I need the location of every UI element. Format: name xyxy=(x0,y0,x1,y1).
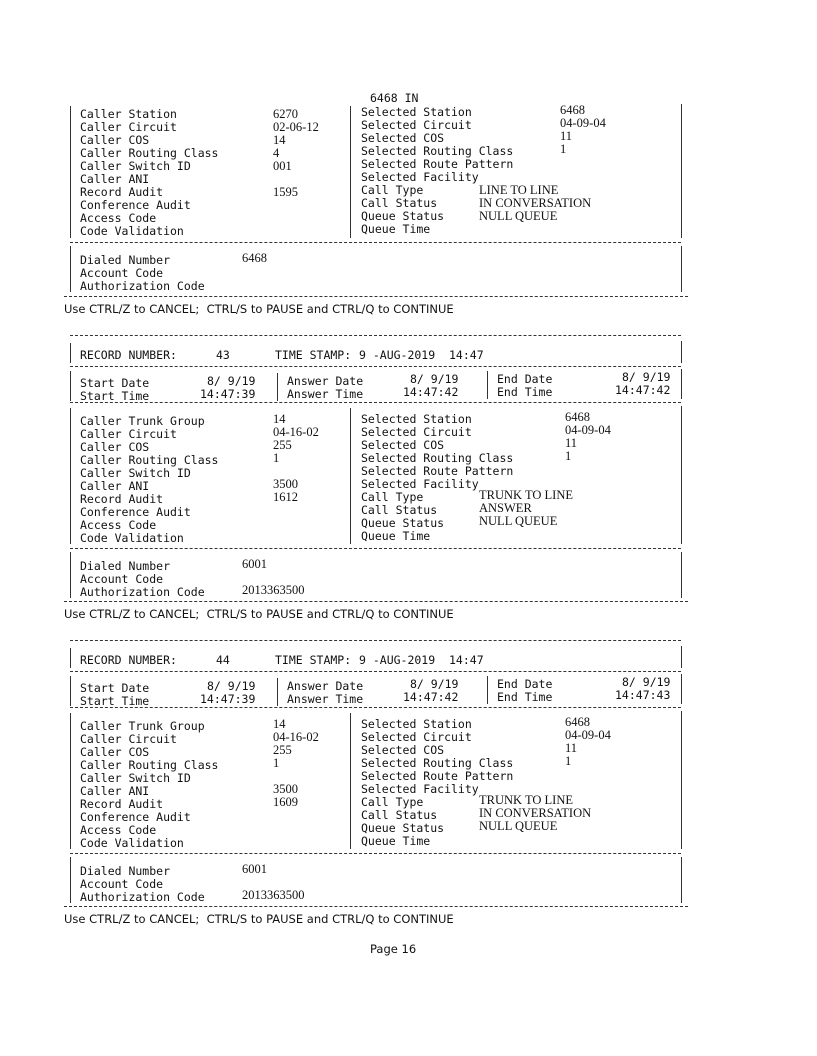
start-time-label: Start Time xyxy=(80,389,150,403)
caller-label: Caller Switch ID xyxy=(80,466,191,480)
caller-value: 04-16-02 xyxy=(273,730,319,744)
selected-label: Call Status xyxy=(361,503,438,517)
left-border xyxy=(70,371,71,401)
selected-label: Queue Status xyxy=(361,516,445,530)
selected-value: LINE TO LINE xyxy=(479,183,559,197)
selected-label: Call Type xyxy=(361,490,424,504)
caller-value: 1595 xyxy=(273,185,298,199)
start-time-value: 14:47:39 xyxy=(200,387,256,401)
selected-label: Queue Time xyxy=(361,222,431,236)
caller-label: Code Validation xyxy=(80,224,184,238)
start-date-value: 8/ 9/19 xyxy=(207,679,256,693)
column-divider xyxy=(487,676,488,704)
caller-label: Record Audit xyxy=(80,797,164,811)
caller-label: Code Validation xyxy=(80,531,184,545)
selected-label: Selected Routing Class xyxy=(361,144,514,158)
caller-label: Caller Circuit xyxy=(80,732,177,746)
section-divider xyxy=(70,366,681,367)
dialed-number-label: Dialed Number xyxy=(80,559,171,573)
selected-value: 1 xyxy=(560,142,567,156)
left-border xyxy=(70,343,71,363)
record-top-divider xyxy=(70,640,681,641)
right-border xyxy=(681,246,682,292)
caller-label: Code Validation xyxy=(80,836,184,850)
caller-value: 1612 xyxy=(273,490,298,504)
time-stamp-value: 9 -AUG-2019 14:47 xyxy=(359,348,484,362)
time-stamp-value: 9 -AUG-2019 14:47 xyxy=(359,653,484,667)
caller-label: Conference Audit xyxy=(80,810,191,824)
left-border xyxy=(70,857,71,903)
selected-value: 1 xyxy=(565,754,572,768)
caller-value: 3500 xyxy=(273,477,298,491)
column-divider xyxy=(350,408,351,544)
answer-date-value: 8/ 9/19 xyxy=(410,372,459,386)
selected-label: Selected Facility xyxy=(361,782,479,796)
left-border xyxy=(70,713,71,849)
start-date-label: Start Date xyxy=(80,376,150,390)
right-border xyxy=(681,646,682,668)
caller-label: Caller Routing Class xyxy=(80,758,219,772)
right-border xyxy=(681,406,682,544)
selected-label: Selected Station xyxy=(361,105,472,119)
caller-label: Caller COS xyxy=(80,440,150,454)
left-border xyxy=(70,676,71,706)
selected-label: Queue Status xyxy=(361,821,445,835)
column-divider xyxy=(277,373,278,401)
left-border xyxy=(70,246,71,292)
dialed-number-label: Dialed Number xyxy=(80,864,171,878)
answer-date-label: Answer Date xyxy=(287,679,364,693)
end-date-label: End Date xyxy=(497,677,553,691)
caller-label: Caller Switch ID xyxy=(80,159,191,173)
caller-value: 14 xyxy=(273,412,286,426)
record-number-label: RECORD NUMBER: xyxy=(80,348,177,362)
caller-value: 04-16-02 xyxy=(273,425,319,439)
right-border xyxy=(681,552,682,598)
caller-value: 001 xyxy=(273,159,292,173)
selected-label: Selected COS xyxy=(361,743,445,757)
dialed-number-value: 6468 xyxy=(242,251,267,265)
section-divider xyxy=(70,548,681,549)
end-time-label: End Time xyxy=(497,385,553,399)
authorization-code-label: Authorization Code xyxy=(80,890,205,904)
start-date-label: Start Date xyxy=(80,681,150,695)
answer-date-value: 8/ 9/19 xyxy=(410,677,459,691)
authorization-code-label: Authorization Code xyxy=(80,585,205,599)
caller-value: 4 xyxy=(273,146,280,160)
selected-value: NULL QUEUE xyxy=(479,819,558,833)
caller-label: Caller Routing Class xyxy=(80,146,219,160)
column-divider xyxy=(350,713,351,849)
caller-label: Access Code xyxy=(80,823,157,837)
selected-label: Queue Time xyxy=(361,529,431,543)
selected-label: Selected Station xyxy=(361,412,472,426)
dialed-number-value: 6001 xyxy=(242,557,267,571)
record-number-label: RECORD NUMBER: xyxy=(80,653,177,667)
start-date-value: 8/ 9/19 xyxy=(207,374,256,388)
section-divider xyxy=(70,707,681,708)
selected-value: 6468 xyxy=(560,103,585,117)
end-date-value: 8/ 9/19 xyxy=(622,675,671,689)
cancel-pause-prompt: Use CTRL/Z to CANCEL; CTRL/S to PAUSE and CTRL/Q to CONTINUE xyxy=(64,912,454,926)
account-code-label: Account Code xyxy=(80,266,164,280)
caller-label: Conference Audit xyxy=(80,505,191,519)
selected-label: Call Status xyxy=(361,808,438,822)
column-divider xyxy=(487,371,488,399)
selected-value: 04-09-04 xyxy=(565,728,611,742)
selected-value: TRUNK TO LINE xyxy=(479,488,573,502)
caller-value: 14 xyxy=(273,133,286,147)
selected-label: Selected Facility xyxy=(361,170,479,184)
dialed-number-label: Dialed Number xyxy=(80,253,171,267)
authorization-code-label: Authorization Code xyxy=(80,279,205,293)
selected-value: ANSWER xyxy=(479,501,532,515)
caller-label: Access Code xyxy=(80,518,157,532)
record-number-value: 44 xyxy=(216,653,230,667)
caller-value: 1 xyxy=(273,756,280,770)
selected-value: TRUNK TO LINE xyxy=(479,793,573,807)
caller-value: 14 xyxy=(273,717,286,731)
selected-label: Selected Route Pattern xyxy=(361,464,514,478)
page-number: Page 16 xyxy=(370,942,417,956)
selected-label: Call Type xyxy=(361,795,424,809)
selected-label: Selected Circuit xyxy=(361,118,472,132)
selected-label: Selected COS xyxy=(361,438,445,452)
caller-label: Caller Trunk Group xyxy=(80,719,205,733)
selected-label: Selected Routing Class xyxy=(361,756,514,770)
left-border xyxy=(70,106,71,238)
caller-value: 6270 xyxy=(273,107,298,121)
end-time-value: 14:47:43 xyxy=(615,688,671,702)
caller-value: 255 xyxy=(273,438,292,452)
right-border xyxy=(681,341,682,363)
section-divider xyxy=(70,242,681,243)
selected-value: NULL QUEUE xyxy=(479,209,558,223)
end-date-label: End Date xyxy=(497,372,553,386)
selected-label: Selected Route Pattern xyxy=(361,157,514,171)
caller-label: Caller ANI xyxy=(80,479,150,493)
caller-label: Conference Audit xyxy=(80,198,191,212)
left-border xyxy=(70,552,71,598)
caller-label: Caller Trunk Group xyxy=(80,414,205,428)
caller-label: Caller Switch ID xyxy=(80,771,191,785)
left-border xyxy=(70,648,71,668)
column-divider xyxy=(277,678,278,706)
caller-value: 02-06-12 xyxy=(273,120,319,134)
caller-label: Caller Routing Class xyxy=(80,453,219,467)
caller-value: 255 xyxy=(273,743,292,757)
caller-label: Record Audit xyxy=(80,492,164,506)
selected-station-header: 6468 IN xyxy=(370,91,419,105)
selected-label: Selected Routing Class xyxy=(361,451,514,465)
caller-label: Access Code xyxy=(80,211,157,225)
caller-value: 1609 xyxy=(273,795,298,809)
caller-label: Caller Station xyxy=(80,107,177,121)
time-stamp-label: TIME STAMP: xyxy=(275,348,352,362)
selected-label: Call Status xyxy=(361,196,438,210)
selected-value: 11 xyxy=(560,129,573,143)
selected-label: Selected Circuit xyxy=(361,425,472,439)
selected-label: Call Type xyxy=(361,183,424,197)
dialed-number-value: 6001 xyxy=(242,862,267,876)
caller-value: 3500 xyxy=(273,782,298,796)
answer-time-label: Answer Time xyxy=(287,387,364,401)
caller-label: Caller COS xyxy=(80,745,150,759)
cancel-pause-prompt: Use CTRL/Z to CANCEL; CTRL/S to PAUSE and CTRL/Q to CONTINUE xyxy=(64,302,454,316)
selected-value: NULL QUEUE xyxy=(479,514,558,528)
caller-label: Caller Circuit xyxy=(80,427,177,441)
section-divider xyxy=(70,671,681,672)
caller-value: 1 xyxy=(273,451,280,465)
right-border xyxy=(681,711,682,849)
account-code-label: Account Code xyxy=(80,572,164,586)
left-border xyxy=(70,408,71,544)
time-stamp-label: TIME STAMP: xyxy=(275,653,352,667)
record-bottom-divider xyxy=(64,296,688,297)
selected-value: 11 xyxy=(565,741,578,755)
selected-value: 11 xyxy=(565,436,578,450)
selected-value: 6468 xyxy=(565,715,590,729)
right-border xyxy=(681,857,682,903)
start-time-value: 14:47:39 xyxy=(200,692,256,706)
answer-time-label: Answer Time xyxy=(287,692,364,706)
right-border xyxy=(681,104,682,238)
record-number-value: 43 xyxy=(216,348,230,362)
record-bottom-divider xyxy=(64,601,688,602)
selected-value: IN CONVERSATION xyxy=(479,806,592,820)
selected-label: Queue Status xyxy=(361,209,445,223)
selected-value: 6468 xyxy=(565,410,590,424)
selected-value: IN CONVERSATION xyxy=(479,196,592,210)
caller-label: Caller COS xyxy=(80,133,150,147)
selected-label: Selected COS xyxy=(361,131,445,145)
selected-value: 04-09-04 xyxy=(565,423,611,437)
start-time-label: Start Time xyxy=(80,694,150,708)
end-time-label: End Time xyxy=(497,690,553,704)
end-date-value: 8/ 9/19 xyxy=(622,370,671,384)
selected-value: 04-09-04 xyxy=(560,116,606,130)
record-bottom-divider xyxy=(64,906,688,907)
right-border xyxy=(681,674,682,704)
answer-time-value: 14:47:42 xyxy=(403,385,459,399)
selected-value: 1 xyxy=(565,449,572,463)
column-divider xyxy=(350,106,351,238)
selected-label: Selected Circuit xyxy=(361,730,472,744)
caller-label: Caller ANI xyxy=(80,172,150,186)
section-divider xyxy=(70,402,681,403)
cancel-pause-prompt: Use CTRL/Z to CANCEL; CTRL/S to PAUSE and CTRL/Q to CONTINUE xyxy=(64,607,454,621)
caller-label: Caller Circuit xyxy=(80,120,177,134)
answer-time-value: 14:47:42 xyxy=(403,690,459,704)
selected-label: Queue Time xyxy=(361,834,431,848)
section-divider xyxy=(70,853,681,854)
caller-label: Caller ANI xyxy=(80,784,150,798)
record-top-divider xyxy=(70,335,681,336)
selected-label: Selected Route Pattern xyxy=(361,769,514,783)
right-border xyxy=(681,369,682,399)
selected-label: Selected Station xyxy=(361,717,472,731)
caller-label: Record Audit xyxy=(80,185,164,199)
account-code-label: Account Code xyxy=(80,877,164,891)
end-time-value: 14:47:42 xyxy=(615,383,671,397)
authorization-code-value: 2013363500 xyxy=(242,583,305,597)
selected-label: Selected Facility xyxy=(361,477,479,491)
authorization-code-value: 2013363500 xyxy=(242,888,305,902)
answer-date-label: Answer Date xyxy=(287,374,364,388)
